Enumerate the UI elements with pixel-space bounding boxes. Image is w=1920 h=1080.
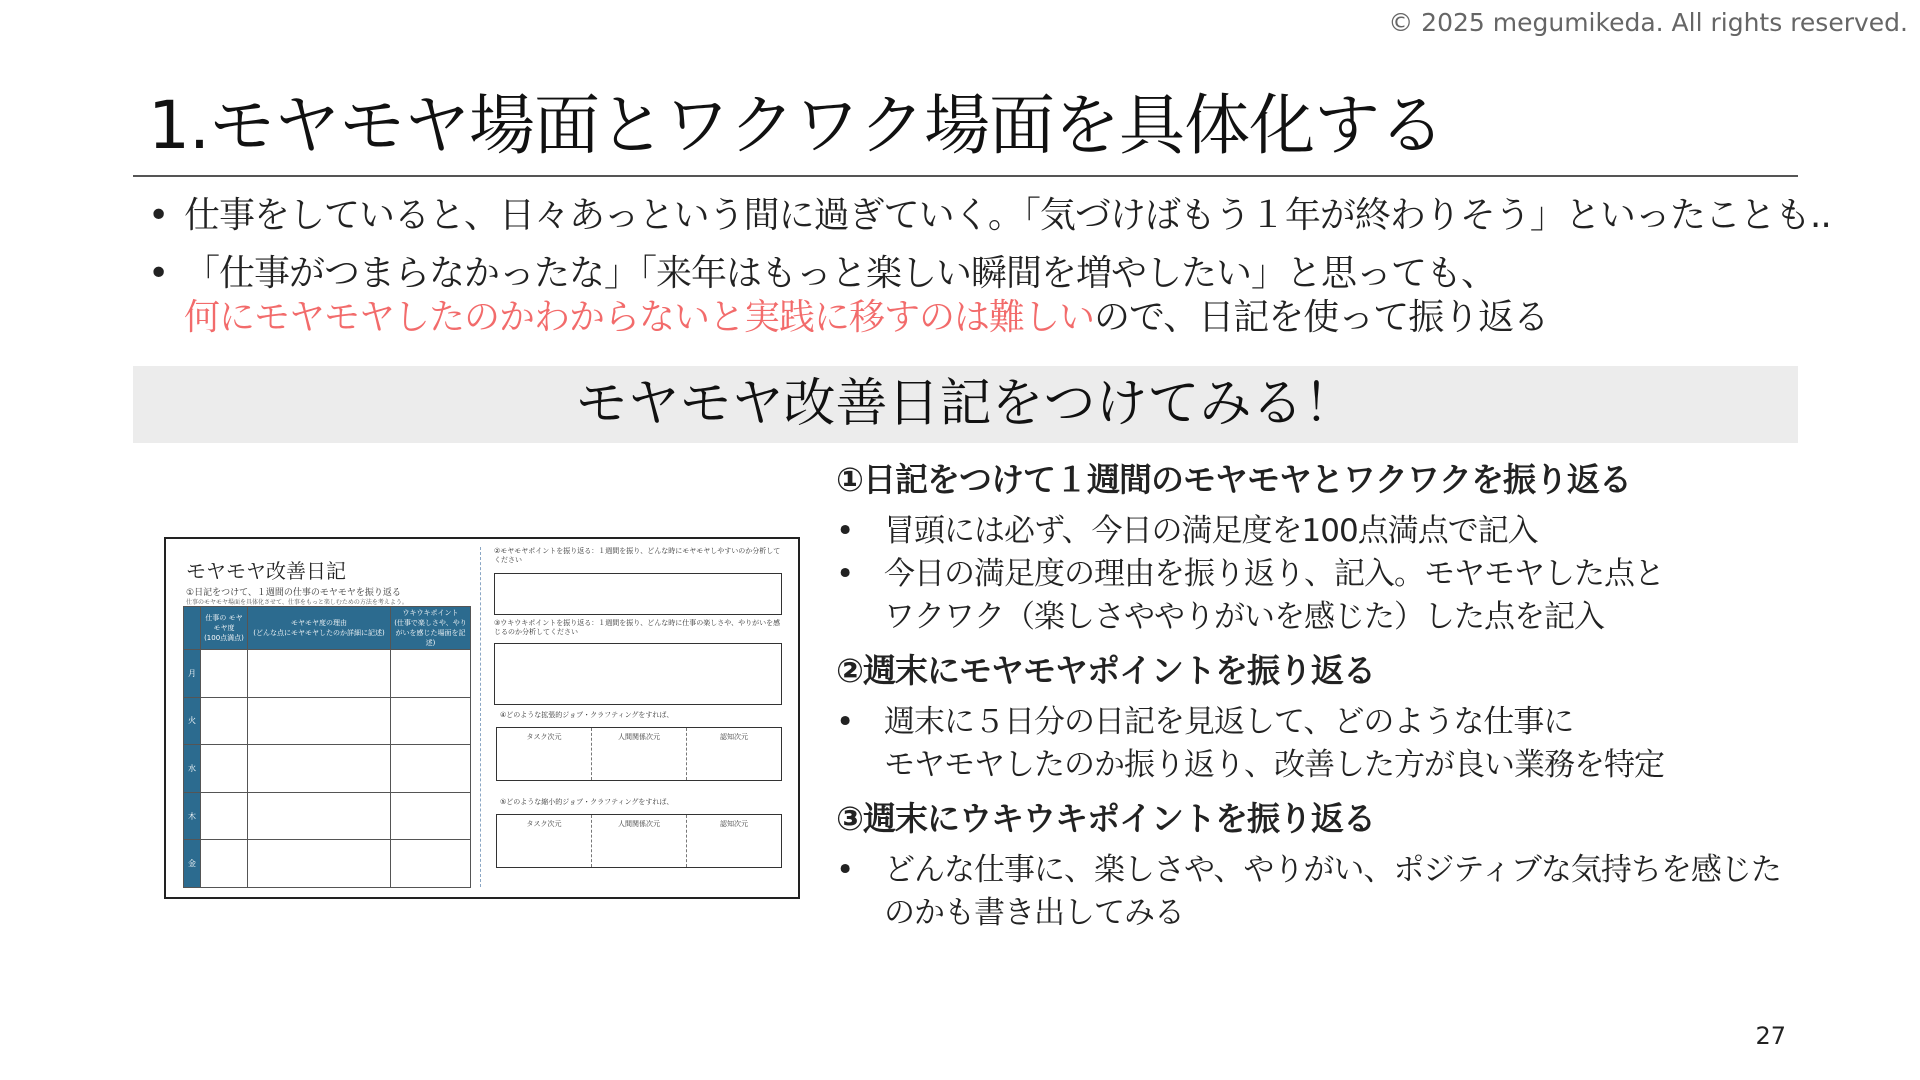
bullet-dot: • xyxy=(836,556,854,592)
bullet-text: 仕事をしていると、日々あっという間に過ぎていく。「気づけばもう１年が終わりそう」といったことも.. xyxy=(184,195,1831,236)
grid-cognitive: 認知次元 xyxy=(720,820,748,828)
bullet-text: モヤモヤしたのか振り返り、改善した方が良い業務を特定 xyxy=(884,747,1664,783)
step-1-heading: ①日記をつけて１週間のモヤモヤとワクワクを振り返る xyxy=(836,460,1631,499)
step-1-bullet-a xyxy=(836,510,1796,553)
grid-task: タスク次元 xyxy=(497,728,592,780)
bullet-text: 冒頭には必ず、今日の満足度を100点満点で記入 xyxy=(884,513,1538,549)
bullet-text: ワクワク（楽しさややりがいを感じた）した点を記入 xyxy=(884,599,1604,635)
grid-relation: 人間関係次元 xyxy=(592,728,687,780)
bullet-dot: • xyxy=(836,704,854,740)
bullet-text: どんな仕事に、楽しさや、やりがい、ポジティブな気持ちを感じた xyxy=(884,852,1781,888)
diary-col-reason: モヤモヤ度の理由 (どんな点にモヤモヤしたのか詳細に記述) xyxy=(248,607,391,650)
bullet-text: のかも書き出してみる xyxy=(884,895,1184,931)
diary-q2-box xyxy=(494,573,782,615)
step-3-bullet xyxy=(836,849,1796,935)
copyright-text: © 2025 megumikeda. All rights reserved. xyxy=(1388,8,1908,37)
diary-subtitle: ①日記をつけて、１週間の仕事のモヤモヤを振り返る xyxy=(186,588,401,598)
diary-q4-grid xyxy=(496,727,782,781)
bullet-text: 「仕事がつまらなかったな」「来年はもっと楽しい瞬間を増やしたい」と思っても、 xyxy=(184,253,1497,294)
diary-note: 仕事のモヤモヤ場面を具体化させて、仕事をもっと楽しむための方法を考えよう。 xyxy=(186,599,408,606)
diary-day: 木 xyxy=(184,792,201,840)
page-title: 1.モヤモヤ場面とワクワク場面を具体化する xyxy=(148,87,1444,164)
diary-table xyxy=(183,606,471,888)
bullet-dot: • xyxy=(836,852,854,888)
diary-day: 月 xyxy=(184,650,201,698)
diary-col-score: 仕事の モヤモヤ度 (100点満点) xyxy=(201,607,248,650)
bullet-text: 週末に５日分の日記を見返して、どのような仕事に xyxy=(884,704,1574,740)
step-3-heading: ③週末にウキウキポイントを振り返る xyxy=(836,799,1375,838)
diary-col-ukiuki: ウキウキポイント (仕事で楽しさや、やりがいを感じた場面を記述) xyxy=(391,607,471,650)
grid-task: タスク次元 xyxy=(497,815,592,867)
step-1-bullet-b xyxy=(836,553,1796,639)
diary-day: 水 xyxy=(184,745,201,793)
intro-bullet-1 xyxy=(148,194,1831,238)
diary-image xyxy=(164,537,800,899)
diary-q3-box xyxy=(494,643,782,705)
diary-q4: ④どのような拡張的ジョブ・クラフティングをすれば、 xyxy=(500,711,674,719)
bullet-text: 今日の満足度の理由を振り返り、記入。モヤモヤした点と xyxy=(884,556,1664,592)
diary-title: モヤモヤ改善日記 xyxy=(186,559,346,583)
bullet-dot: • xyxy=(836,513,854,549)
section-banner: モヤモヤ改善日記をつけてみる！ xyxy=(133,366,1798,443)
diary-separator xyxy=(480,547,481,887)
title-divider xyxy=(133,175,1798,177)
highlight-text: 何にモヤモヤしたのかわからないと実践に移すのは難しい xyxy=(184,297,1095,338)
step-2-bullet xyxy=(836,701,1796,787)
diary-corner xyxy=(184,607,201,650)
diary-q5-grid xyxy=(496,814,782,868)
grid-relation: 人間関係次元 xyxy=(592,815,687,867)
steps-column xyxy=(836,458,1796,935)
bullet-dot: • xyxy=(148,195,169,236)
diary-q5: ⑤どのような縮小的ジョブ・クラフティングをすれば、 xyxy=(500,798,674,806)
diary-q2: ②モヤモヤポイントを振り返る：１週間を振り、どんな時にモヤモヤしやすいのか分析してください xyxy=(494,547,781,564)
intro-bullets xyxy=(148,194,1831,354)
diary-day: 金 xyxy=(184,840,201,888)
page-number: 27 xyxy=(1755,1022,1786,1050)
intro-bullet-2 xyxy=(148,252,1808,340)
diary-day: 火 xyxy=(184,697,201,745)
bullet-dot: • xyxy=(148,253,169,294)
diary-q3: ③ウキウキポイントを振り返る：１週間を振り、どんな時に仕事の楽しさや、やりがいを感じるのか分析してください xyxy=(494,619,781,636)
grid-cognitive: 認知次元 xyxy=(720,733,748,741)
step-2-heading: ②週末にモヤモヤポイントを振り返る xyxy=(836,651,1375,690)
bullet-text-rest: ので、日記を使って振り返る xyxy=(1094,297,1549,338)
